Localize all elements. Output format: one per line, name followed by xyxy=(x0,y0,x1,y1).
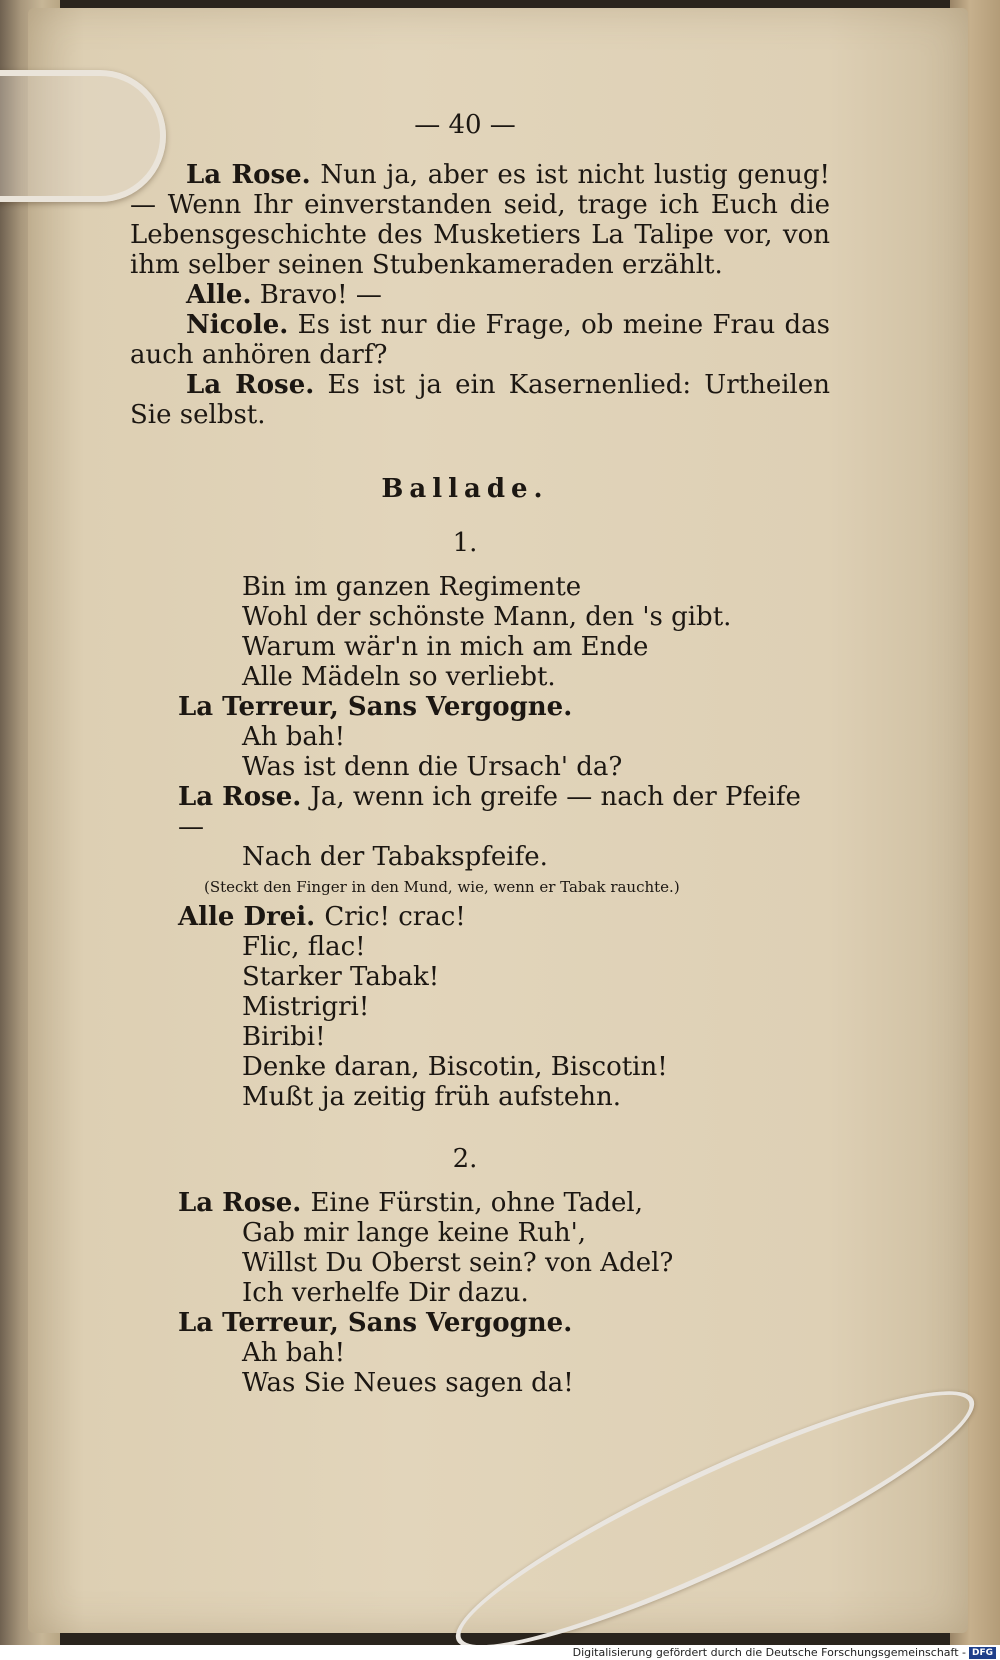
speaker-name: Alle. xyxy=(186,280,252,310)
dialogue-text: Nun ja, aber es ist nicht lustig genug! — Wenn Ihr einverstanden seid, trage ich Euch die Lebensgeschichte des Musketiers La Talipe vor, von ihm selber seinen Stubenkameraden erzählt. xyxy=(130,160,830,280)
verse-line: Alle Mädeln so verliebt. xyxy=(242,662,556,692)
intro-line xyxy=(130,370,830,430)
speaker-name: Nicole. xyxy=(186,310,289,340)
speaker-name: La Rose. xyxy=(186,160,311,190)
verse-line: Ah bah! xyxy=(242,1338,346,1368)
stage-direction: (Steckt den Finger in den Mund, wie, wenn er Tabak rauchte.) xyxy=(204,878,680,896)
speaker-line xyxy=(178,782,830,842)
speaker-name: La Rose. xyxy=(178,782,302,812)
dialogue-text: Es ist nur die Frage, ob meine Frau das auch anhören darf? xyxy=(130,310,831,370)
verse-line: Mistrigri! xyxy=(242,992,370,1022)
dialogue-text: Ja, wenn ich greife — nach der Pfeife — xyxy=(178,782,801,842)
verse-line: Mußt ja zeitig früh aufstehn. xyxy=(242,1082,621,1112)
dialogue-text: Es ist ja ein Kasernenlied: Urtheilen Sie selbst. xyxy=(130,370,830,430)
verse-line: Willst Du Oberst sein? von Adel? xyxy=(242,1248,674,1278)
dialogue-text: Cric! crac! xyxy=(324,902,466,932)
credit-text: Digitalisierung gefördert durch die Deutsche Forschungsgemeinschaft - xyxy=(572,1646,966,1659)
verse-line: Denke daran, Biscotin, Biscotin! xyxy=(242,1052,668,1082)
speaker-name: La Rose. xyxy=(186,370,315,400)
page-text xyxy=(130,110,830,1398)
verse-line: Biribi! xyxy=(242,1022,326,1052)
speaker-name: Alle Drei. xyxy=(178,902,316,932)
verse-line: Wohl der schönste Mann, den 's gibt. xyxy=(242,602,732,632)
ballad-title: Ballade. xyxy=(381,474,549,504)
verse-line: Gab mir lange keine Ruh', xyxy=(242,1218,587,1248)
verse-line: Warum wär'n in mich am Ende xyxy=(242,632,649,662)
dialogue-text: Eine Fürstin, ohne Tadel, xyxy=(310,1188,643,1218)
speaker-line xyxy=(178,1188,830,1218)
verse-line: Was Sie Neues sagen da! xyxy=(242,1368,574,1398)
verse-line: Starker Tabak! xyxy=(242,962,440,992)
verse-line: Flic, flac! xyxy=(242,932,366,962)
dfg-logo: DFG xyxy=(969,1647,996,1659)
verse-line: Ich verhelfe Dir dazu. xyxy=(242,1278,529,1308)
speaker-line xyxy=(178,902,830,932)
intro-line xyxy=(130,310,830,370)
footer-credit xyxy=(0,1645,1000,1660)
verse-line: Bin im ganzen Regimente xyxy=(242,572,582,602)
speaker-heading: La Terreur, Sans Vergogne. xyxy=(178,1308,573,1338)
stanza-number: 1. xyxy=(452,528,478,558)
spacer xyxy=(130,1112,830,1136)
stanza-number: 2. xyxy=(452,1144,478,1174)
verse-line: Was ist denn die Ursach' da? xyxy=(242,752,623,782)
intro-line xyxy=(130,280,830,310)
speaker-heading: La Terreur, Sans Vergogne. xyxy=(178,692,573,722)
verse-line: Nach der Tabakspfeife. xyxy=(242,842,548,872)
verse-line: Ah bah! xyxy=(242,722,346,752)
dialogue-text: Bravo! — xyxy=(259,280,382,310)
page-number: — 40 — xyxy=(414,110,516,140)
speaker-name: La Rose. xyxy=(178,1188,302,1218)
intro-line xyxy=(130,160,830,280)
